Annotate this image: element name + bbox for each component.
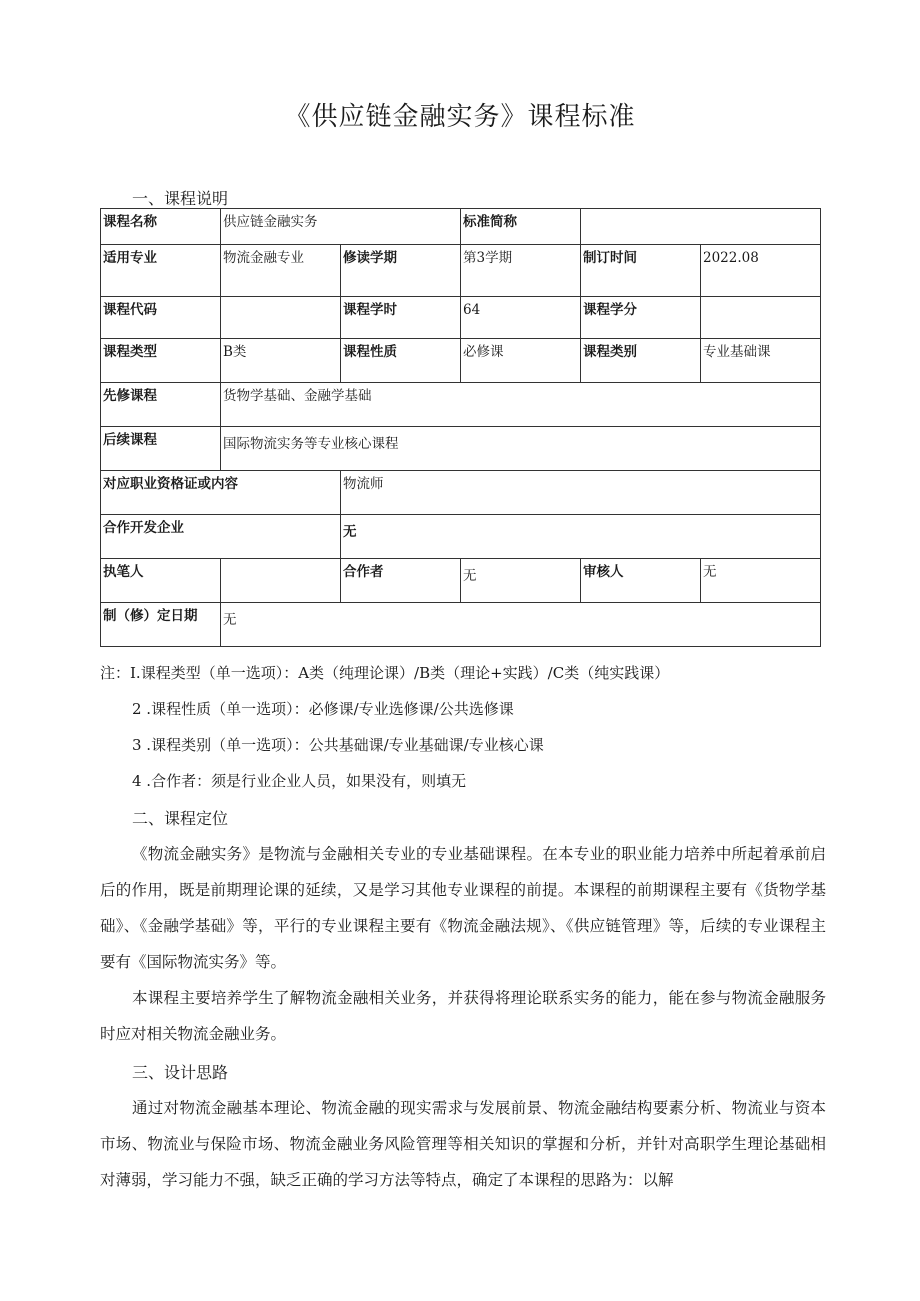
value-collaborator: 无 (461, 559, 581, 603)
label-course-nature: 课程性质 (341, 339, 461, 383)
value-reviewer: 无 (701, 559, 821, 603)
table-row (101, 209, 821, 245)
value-course-code (221, 297, 341, 339)
page-title: 《供应链金融实务》课程标准 (284, 102, 636, 132)
value-course-name: 供应链金融实务 (221, 209, 461, 245)
table-row (101, 297, 821, 339)
table-row (101, 245, 821, 297)
value-partner-company: 无 (341, 515, 821, 559)
table-row (101, 427, 821, 471)
table-row (101, 559, 821, 603)
label-course-type: 课程类型 (101, 339, 221, 383)
label-certificate: 对应职业资格证或内容 (101, 471, 341, 515)
value-course-category: 专业基础课 (701, 339, 821, 383)
label-follow-up: 后续课程 (101, 427, 221, 471)
value-certificate: 物流师 (341, 471, 821, 515)
label-course-code: 课程代码 (101, 297, 221, 339)
value-semester: 第3学期 (461, 245, 581, 297)
table-row (101, 603, 821, 647)
label-collaborator: 合作者 (341, 559, 461, 603)
value-hours: 64 (461, 297, 581, 339)
label-credits: 课程学分 (581, 297, 701, 339)
label-course-category: 课程类别 (581, 339, 701, 383)
label-date: 制订时间 (581, 245, 701, 297)
paragraph-positioning-1: 《物流金融实务》是物流与金融相关专业的专业基础课程。在本专业的职业能力培养中所起着承前启后的作用，既是前期理论课的延续，又是学习其他专业课程的前提。本课程的前期课程主要有《货物学基础》、《金融学基础》等，平行的专业课程主要有《物流金融法规》、《供应链管理》等，后续的专业课程主要有《国际物流实务》等。 (100, 845, 826, 971)
paragraph-design-1: 通过对物流金融基本理论、物流金融的现实需求与发展前景、物流金融结构要素分析、物流业与资本市场、物流业与保险市场、物流金融业务风险管理等相关知识的掌握和分析，并针对高职学生理论基础相对薄弱，学习能力不强，缺乏正确的学习方法等特点，确定了本课程的思路为：以解 (100, 1099, 826, 1189)
label-reviewer: 审核人 (581, 559, 701, 603)
label-hours: 课程学时 (341, 297, 461, 339)
course-info-table (100, 208, 821, 647)
table-row (101, 339, 821, 383)
section-heading-positioning: 二、课程定位 (132, 809, 229, 828)
paragraph-positioning-2: 本课程主要培养学生了解物流金融相关业务，并获得将理论联系实务的能力，能在参与物流金融服务时应对相关物流金融业务。 (100, 989, 826, 1043)
label-revision-date: 制（修）定日期 (101, 603, 221, 647)
label-prerequisites: 先修课程 (101, 383, 221, 427)
label-semester: 修读学期 (341, 245, 461, 297)
table-row (101, 515, 821, 559)
value-credits (701, 297, 821, 339)
section-heading-course-description: 一、课程说明 (132, 189, 229, 208)
label-author: 执笔人 (101, 559, 221, 603)
value-course-nature: 必修课 (461, 339, 581, 383)
value-author (221, 559, 341, 603)
value-course-type: B类 (221, 339, 341, 383)
value-short-name (581, 209, 821, 245)
label-course-name: 课程名称 (101, 209, 221, 245)
label-short-name: 标准简称 (461, 209, 581, 245)
value-follow-up: 国际物流实务等专业核心课程 (221, 427, 821, 471)
section-heading-design: 三、设计思路 (132, 1063, 229, 1082)
value-date: 2022.08 (701, 245, 821, 297)
note-4: 4 .合作者：须是行业企业人员，如果没有，则填无 (132, 772, 467, 790)
label-partner-company: 合作开发企业 (101, 515, 341, 559)
value-prerequisites: 货物学基础、金融学基础 (221, 383, 821, 427)
note-2: 2 .课程性质（单一选项）：必修课/专业选修课/公共选修课 (132, 700, 514, 718)
value-major: 物流金融专业 (221, 245, 341, 297)
label-major: 适用专业 (101, 245, 221, 297)
value-revision-date: 无 (221, 603, 821, 647)
note-1: 注：I.课程类型（单一选项）：A类（纯理论课）/B类（理论+实践）/C类（纯实践课） (100, 664, 670, 682)
table-row (101, 471, 821, 515)
note-3: 3 .课程类别（单一选项）：公共基础课/专业基础课/专业核心课 (132, 736, 544, 754)
table-row (101, 383, 821, 427)
